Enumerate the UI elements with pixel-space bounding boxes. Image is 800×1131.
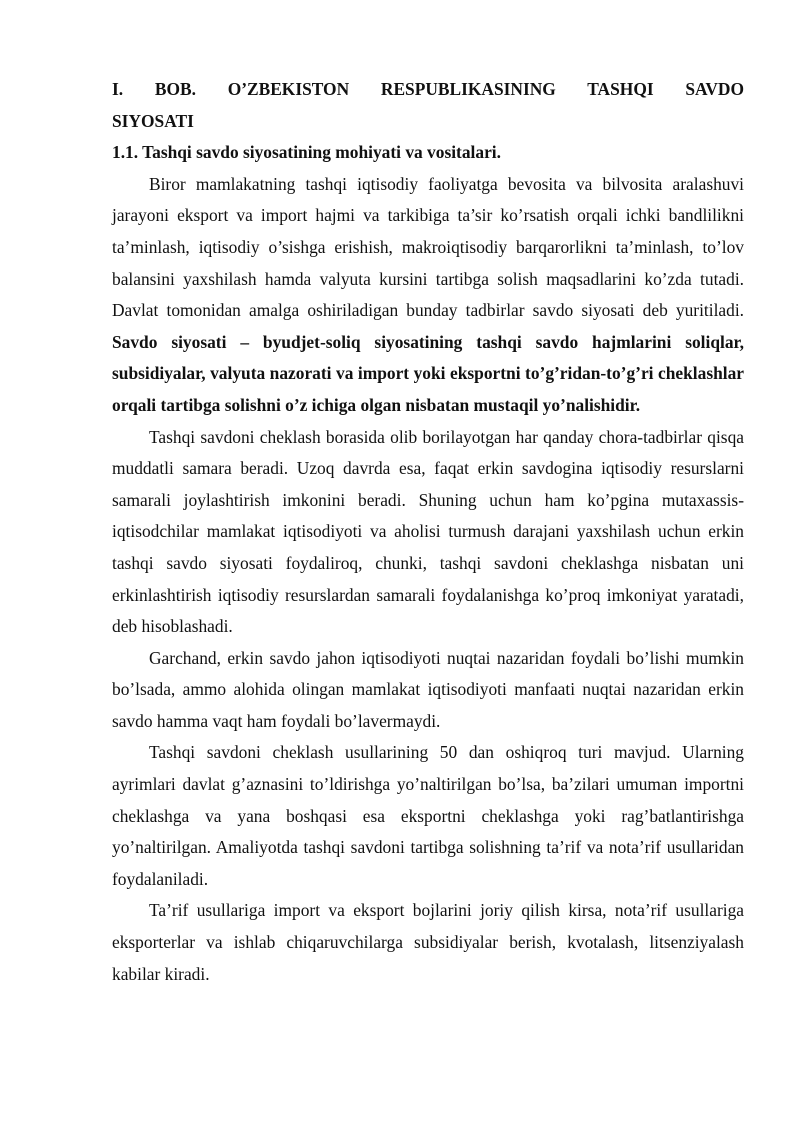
paragraph-1: [112, 169, 744, 422]
document-page: [112, 74, 744, 990]
section-title: 1.1. Tashqi savdo siyosatining mohiyati va vositalari.: [112, 142, 501, 163]
paragraph-2: Tashqi savdoni cheklash borasida olib borilayotgan har qanday chora-tadbirlar qisqa muddatli samara beradi. Uzoq davrda esa, faqat erkin savdogina iqtisodiy resurslarni samarali joylashtirish imkonini beradi. Shuning uchun ham ko’pgina mutaxassis-iqtisodchilar mamlakat iqtisodiyoti va aholisi turmush darajani yaxshilash uchun erkin tashqi savdo siyosati foydaliroq, chunki, tashqi savdoni cheklashga nisbatan uni erkinlashtirish iqtisodiy resurslardan samarali foydalanishga ko’proq imkoniyat yaratadi, deb hisoblashadi.: [112, 426, 744, 637]
paragraph-1-text: Biror mamlakatning tashqi iqtisodiy faoliyatga bevosita va bilvosita aralashuvi jarayoni eksport va import hajmi va tarkibiga ta’sir ko’rsatish orqali ichki bandlilikni ta’minlash, iqtisodiy o’sishga erishish, makroiqtisodiy barqarorlikni ta’minlash, to’lov balansini yaxshilash hamda valyuta kursini tartibga solish maqsadlarini ko’zda tutadi. Davlat tomonidan amalga oshiriladigan bunday tadbirlar savdo siyosati deb yuritiladi.: [112, 173, 744, 321]
paragraph-4: Tashqi savdoni cheklash usullarining 50 dan oshiqroq turi mavjud. Ularning ayrimlari davlat g’aznasini to’ldirishga yo’naltirilgan bo’lsa, ba’zilari umuman importni cheklashga va yana boshqasi esa eksportni cheklashga yoki rag’batlantirishga yo’naltirilgan. Amaliyotda tashqi savdoni tartibga solishning ta’rif va nota’rif usullaridan foydalaniladi.: [112, 742, 744, 889]
paragraph-5: Ta’rif usullariga import va eksport bojlarini joriy qilish kirsa, nota’rif usullariga eksporterlar va ishlab chiqaruvchilarga subsidiyalar berish, kvotalash, litsenziyalash kabilar kiradi.: [112, 900, 744, 984]
chapter-title: I. BOB. O’ZBEKISTON RESPUBLIKASINING TASHQI SAVDO SIYOSATI: [112, 79, 744, 131]
paragraph-1-bold-definition: Savdo siyosati – byudjet-soliq siyosatining tashqi savdo hajmlarini soliqlar, subsidiyalar, valyuta nazorati va import yoki eksportni to’g’ridan-to’g’ri cheklashlar orqali tartibga solishni o’z ichiga olgan nisbatan mustaqil yo’nalishidir.: [112, 331, 744, 415]
paragraph-3: Garchand, erkin savdo jahon iqtisodiyoti nuqtai nazaridan foydali bo’lishi mumkin bo’lsada, ammo alohida olingan mamlakat iqtisodiyoti manfaati nuqtai nazaridan erkin savdo hamma vaqt ham foydali bo’lavermaydi.: [112, 647, 744, 731]
